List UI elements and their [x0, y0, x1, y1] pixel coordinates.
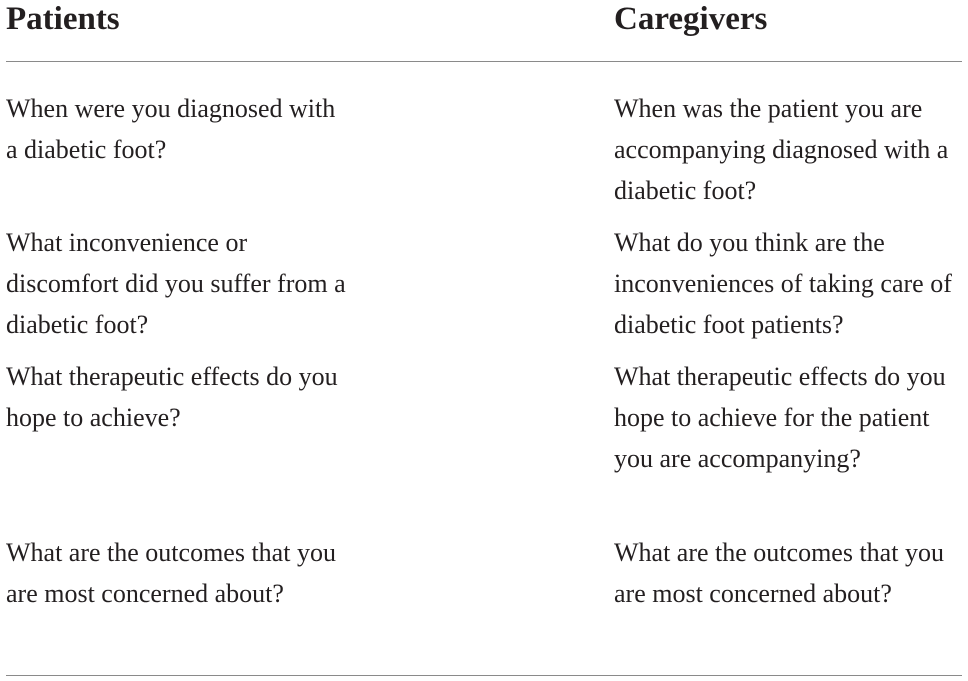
caregivers-question-cell: What are the outcomes that you are most concerned about?	[614, 538, 944, 608]
caregivers-question-cell: When was the patient you are accompanying diagnosed with a diabetic foot?	[614, 94, 949, 205]
patients-question-cell: What are the outcomes that you are most concerned about?	[6, 538, 336, 608]
column-header-patients: Patients	[6, 1, 120, 37]
table-bottom-divider	[6, 675, 962, 676]
column-header-caregivers: Caregivers	[614, 1, 768, 37]
questions-table	[6, 0, 968, 608]
patients-question-cell: When were you diagnosed with a diabetic foot?	[6, 94, 336, 164]
table-header-row	[6, 0, 968, 62]
patients-question-cell: What therapeutic effects do you hope to achieve?	[6, 362, 338, 432]
patients-question-cell: What inconvenience or discomfort did you suffer from a diabetic foot?	[6, 228, 346, 339]
caregivers-question-cell: What do you think are the inconveniences of taking care of diabetic foot patients?	[614, 228, 952, 339]
caregivers-question-cell: What therapeutic effects do you hope to achieve for the patient you are accompanying?	[614, 362, 946, 473]
header-divider	[6, 61, 962, 62]
